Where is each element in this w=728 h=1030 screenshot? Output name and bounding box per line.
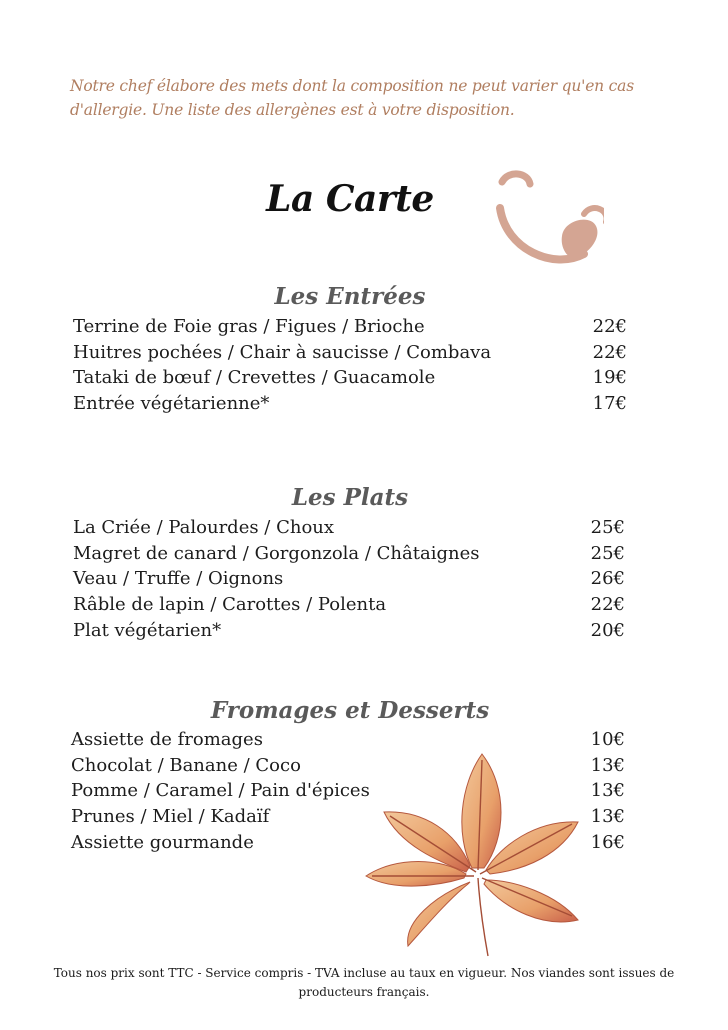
item-name: Plat végétarien* [73,619,222,641]
smile-tongue-logo-icon [492,166,604,282]
item-price: 10€ [590,729,625,750]
list-item [73,393,627,419]
item-name: Pomme / Caramel / Pain d'épices [71,780,370,802]
list-item [71,806,625,832]
item-price: 22€ [592,316,627,337]
item-name: Huitres pochées / Chair à saucisse / Combava [73,341,492,363]
item-name: La Criée / Palourdes / Choux [73,517,335,538]
item-price: 26€ [590,568,625,590]
item-price: 25€ [590,542,625,564]
list-item [71,729,625,755]
list-item [73,568,625,594]
item-price: 22€ [590,594,625,616]
list-item [71,832,625,858]
item-price: 19€ [592,367,627,389]
item-price: 13€ [590,754,625,776]
item-price: 16€ [590,831,625,853]
item-name: Magret de canard / Gorgonzola / Châtaignes [73,542,480,564]
item-name: Entrée végétarienne* [73,393,270,415]
list-item [73,594,625,620]
list-item [71,780,625,806]
list-item [73,543,625,569]
plats-list [73,517,625,645]
item-name: Veau / Truffe / Oignons [73,568,284,590]
item-name: Chocolat / Banane / Coco [71,754,301,776]
item-price: 17€ [592,393,627,415]
item-name: Terrine de Foie gras / Figues / Brioche [73,316,425,337]
desserts-list [71,729,625,857]
entrees-list [73,316,627,419]
item-name: Assiette de fromages [71,729,263,750]
allergen-notice: Notre chef élabore des mets dont la composition ne peut varier qu'en cas d'allergie. Une liste des allergènes est à votre disposition. [70,77,634,119]
list-item [73,517,625,543]
list-item [73,316,627,342]
menu-title: La Carte [266,178,434,220]
item-name: Tataki de bœuf / Crevettes / Guacamole [73,367,436,389]
list-item [71,755,625,781]
item-name: Assiette gourmande [71,831,254,853]
item-price: 13€ [590,780,625,802]
list-item [73,342,627,368]
item-price: 13€ [590,806,625,828]
section-title-plats: Les Plats [291,484,409,511]
item-price: 25€ [590,517,625,538]
section-title-entrees: Les Entrées [274,283,426,310]
list-item [73,620,625,646]
list-item [73,367,627,393]
price-footer-note: Tous nos prix sont TTC - Service compris - TVA incluse au taux en vigueur. Nos viandes sont issues de producteurs français. [53,966,675,999]
item-name: Prunes / Miel / Kadaïf [71,806,270,828]
item-price: 22€ [592,341,627,363]
item-price: 20€ [590,619,625,641]
item-name: Râble de lapin / Carottes / Polenta [73,594,387,616]
section-title-desserts: Fromages et Desserts [210,697,490,724]
